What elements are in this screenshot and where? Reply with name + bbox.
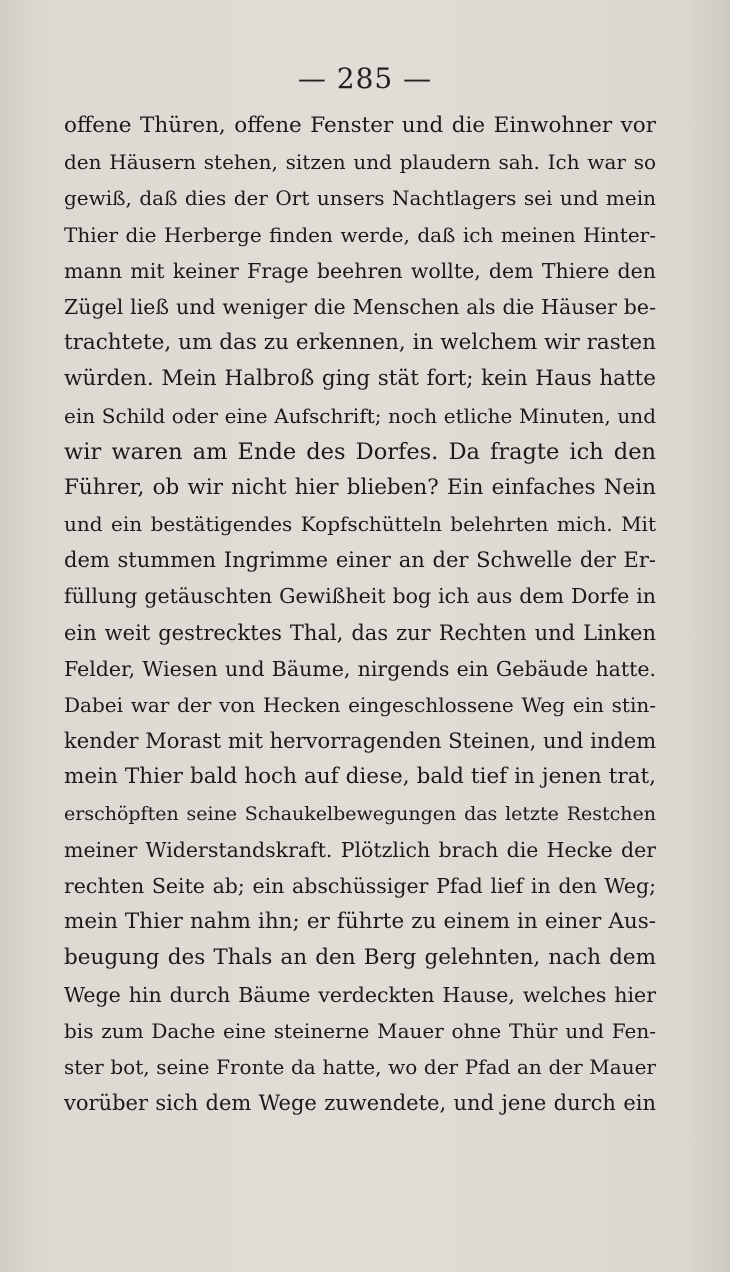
text-line: offene Thüren, offene Fenster und die Einwohner vor bbox=[64, 113, 656, 138]
text-line: ein Schild oder eine Aufschrift; noch etliche Minuten, und bbox=[64, 403, 656, 428]
page-number: — 285 — bbox=[297, 62, 433, 95]
text-line: erschöpften seine Schaukelbewegungen das letzte Restchen bbox=[64, 802, 656, 825]
text-line: bis zum Dache eine steinerne Mauer ohne Thür und Fen- bbox=[64, 1018, 656, 1043]
text-line: wir waren am Ende des Dorfes. Da fragte ich den bbox=[64, 438, 656, 465]
text-line: mein Thier nahm ihn; er führte zu einem in einer Aus- bbox=[64, 909, 656, 935]
text-line: füllung getäuschten Gewißheit bog ich aus dem Dorfe in bbox=[64, 584, 656, 609]
text-line: Thier die Herberge finden werde, daß ich meinen Hinter- bbox=[64, 222, 656, 247]
text-line: dem stummen Ingrimme einer an der Schwelle der Er- bbox=[64, 548, 656, 573]
text-line: rechten Seite ab; ein abschüssiger Pfad lief in den Weg; bbox=[64, 873, 656, 898]
text-line: kender Morast mit hervorragenden Steinen, und indem bbox=[64, 729, 656, 754]
text-line: meiner Widerstandskraft. Plötzlich brach die Hecke der bbox=[64, 837, 656, 862]
text-line: Wege hin durch Bäume verdeckten Hause, welches hier bbox=[64, 982, 656, 1007]
text-line: Führer, ob wir nicht hier blieben? Ein einfaches Nein bbox=[64, 474, 656, 500]
text-line: beugung des Thals an den Berg gelehnten, nach dem bbox=[64, 945, 656, 971]
text-line: gewiß, daß dies der Ort unsers Nachtlagers sei und mein bbox=[64, 186, 656, 211]
text-line: mein Thier bald hoch auf diese, bald tief in jenen trat, bbox=[64, 764, 656, 790]
body-text bbox=[64, 108, 656, 1121]
text-line: mann mit keiner Frage beehren wollte, dem Thiere den bbox=[64, 258, 656, 283]
text-line: den Häusern stehen, sitzen und plaudern sah. Ich war so bbox=[64, 150, 656, 175]
text-line: Dabei war der von Hecken eingeschlossene Weg ein stin- bbox=[64, 693, 656, 717]
text-line: ein weit gestrecktes Thal, das zur Rechten und Linken bbox=[64, 620, 656, 645]
text-line: Zügel ließ und weniger die Menschen als die Häuser be- bbox=[64, 294, 656, 319]
text-line: ster bot, seine Fronte da hatte, wo der Pfad an der Mauer bbox=[64, 1054, 656, 1079]
text-line: Felder, Wiesen und Bäume, nirgends ein Gebäude hatte. bbox=[64, 656, 656, 681]
text-line: und ein bestätigendes Kopfschütteln belehrten mich. Mit bbox=[64, 512, 656, 537]
text-line: trachtete, um das zu erkennen, in welchem wir rasten bbox=[64, 330, 656, 356]
text-line: würden. Mein Halbroß ging stät fort; kein Haus hatte bbox=[64, 366, 656, 392]
text-line: vorüber sich dem Wege zuwendete, und jene durch ein bbox=[64, 1091, 656, 1116]
